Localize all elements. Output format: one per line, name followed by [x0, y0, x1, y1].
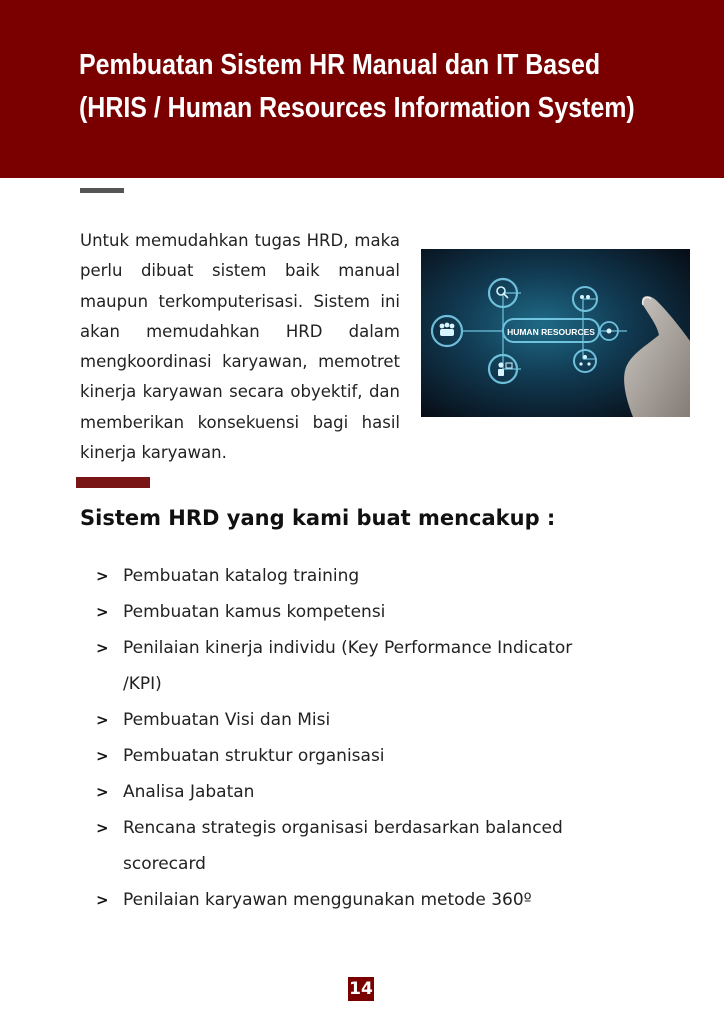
services-list — [96, 558, 576, 918]
list-item — [96, 630, 576, 702]
list-item-text: Rencana strategis organisasi berdasarkan balanced scorecard — [123, 818, 563, 874]
chevron-right-icon: > — [96, 747, 109, 765]
chevron-right-icon: > — [96, 819, 109, 837]
chevron-right-icon: > — [96, 711, 109, 729]
image-label: HUMAN RESOURCES — [507, 327, 595, 337]
list-item-text: Penilaian kinerja individu (Key Performance Indicator /KPI) — [123, 638, 573, 694]
title-line-1: Pembuatan Sistem HR Manual dan IT Based — [79, 49, 601, 81]
list-item-text: Analisa Jabatan — [123, 782, 255, 802]
chevron-right-icon: > — [96, 567, 109, 585]
chevron-right-icon: > — [96, 603, 109, 621]
chevron-right-icon: > — [96, 891, 109, 909]
header-banner — [0, 0, 724, 178]
list-item-text: Penilaian karyawan menggunakan metode 360º — [123, 890, 532, 910]
list-item-text: Pembuatan kamus kompetensi — [123, 602, 386, 622]
human-resources-image — [421, 249, 690, 417]
list-item — [96, 738, 576, 774]
title-line-2: (HRIS / Human Resources Information System) — [79, 92, 635, 124]
list-item — [96, 594, 576, 630]
chevron-right-icon: > — [96, 783, 109, 801]
list-item — [96, 558, 576, 594]
list-item-text: Pembuatan Visi dan Misi — [123, 710, 331, 730]
section-title: Sistem HRD yang kami buat mencakup : — [80, 506, 556, 530]
list-item-text: Pembuatan katalog training — [123, 566, 360, 586]
human-resources-illustration — [421, 249, 690, 417]
page-title — [79, 44, 635, 130]
list-item — [96, 882, 576, 918]
list-item — [96, 810, 576, 882]
list-item-text: Pembuatan struktur organisasi — [123, 746, 385, 766]
list-item — [96, 702, 576, 738]
intro-paragraph: Untuk memudahkan tugas HRD, maka perlu dibuat sistem baik manual maupun terkomputerisasi. Sistem ini akan memudahkan HRD dalam mengkoordinasi karyawan, memotret kinerja karyawan secara obyektif, dan memberikan konsekuensi bagi hasil kinerja karyawan. — [80, 231, 400, 463]
list-item — [96, 774, 576, 810]
page-number: 14 — [349, 979, 373, 999]
chevron-right-icon: > — [96, 639, 109, 657]
red-divider — [76, 477, 150, 488]
gray-divider — [80, 188, 124, 193]
